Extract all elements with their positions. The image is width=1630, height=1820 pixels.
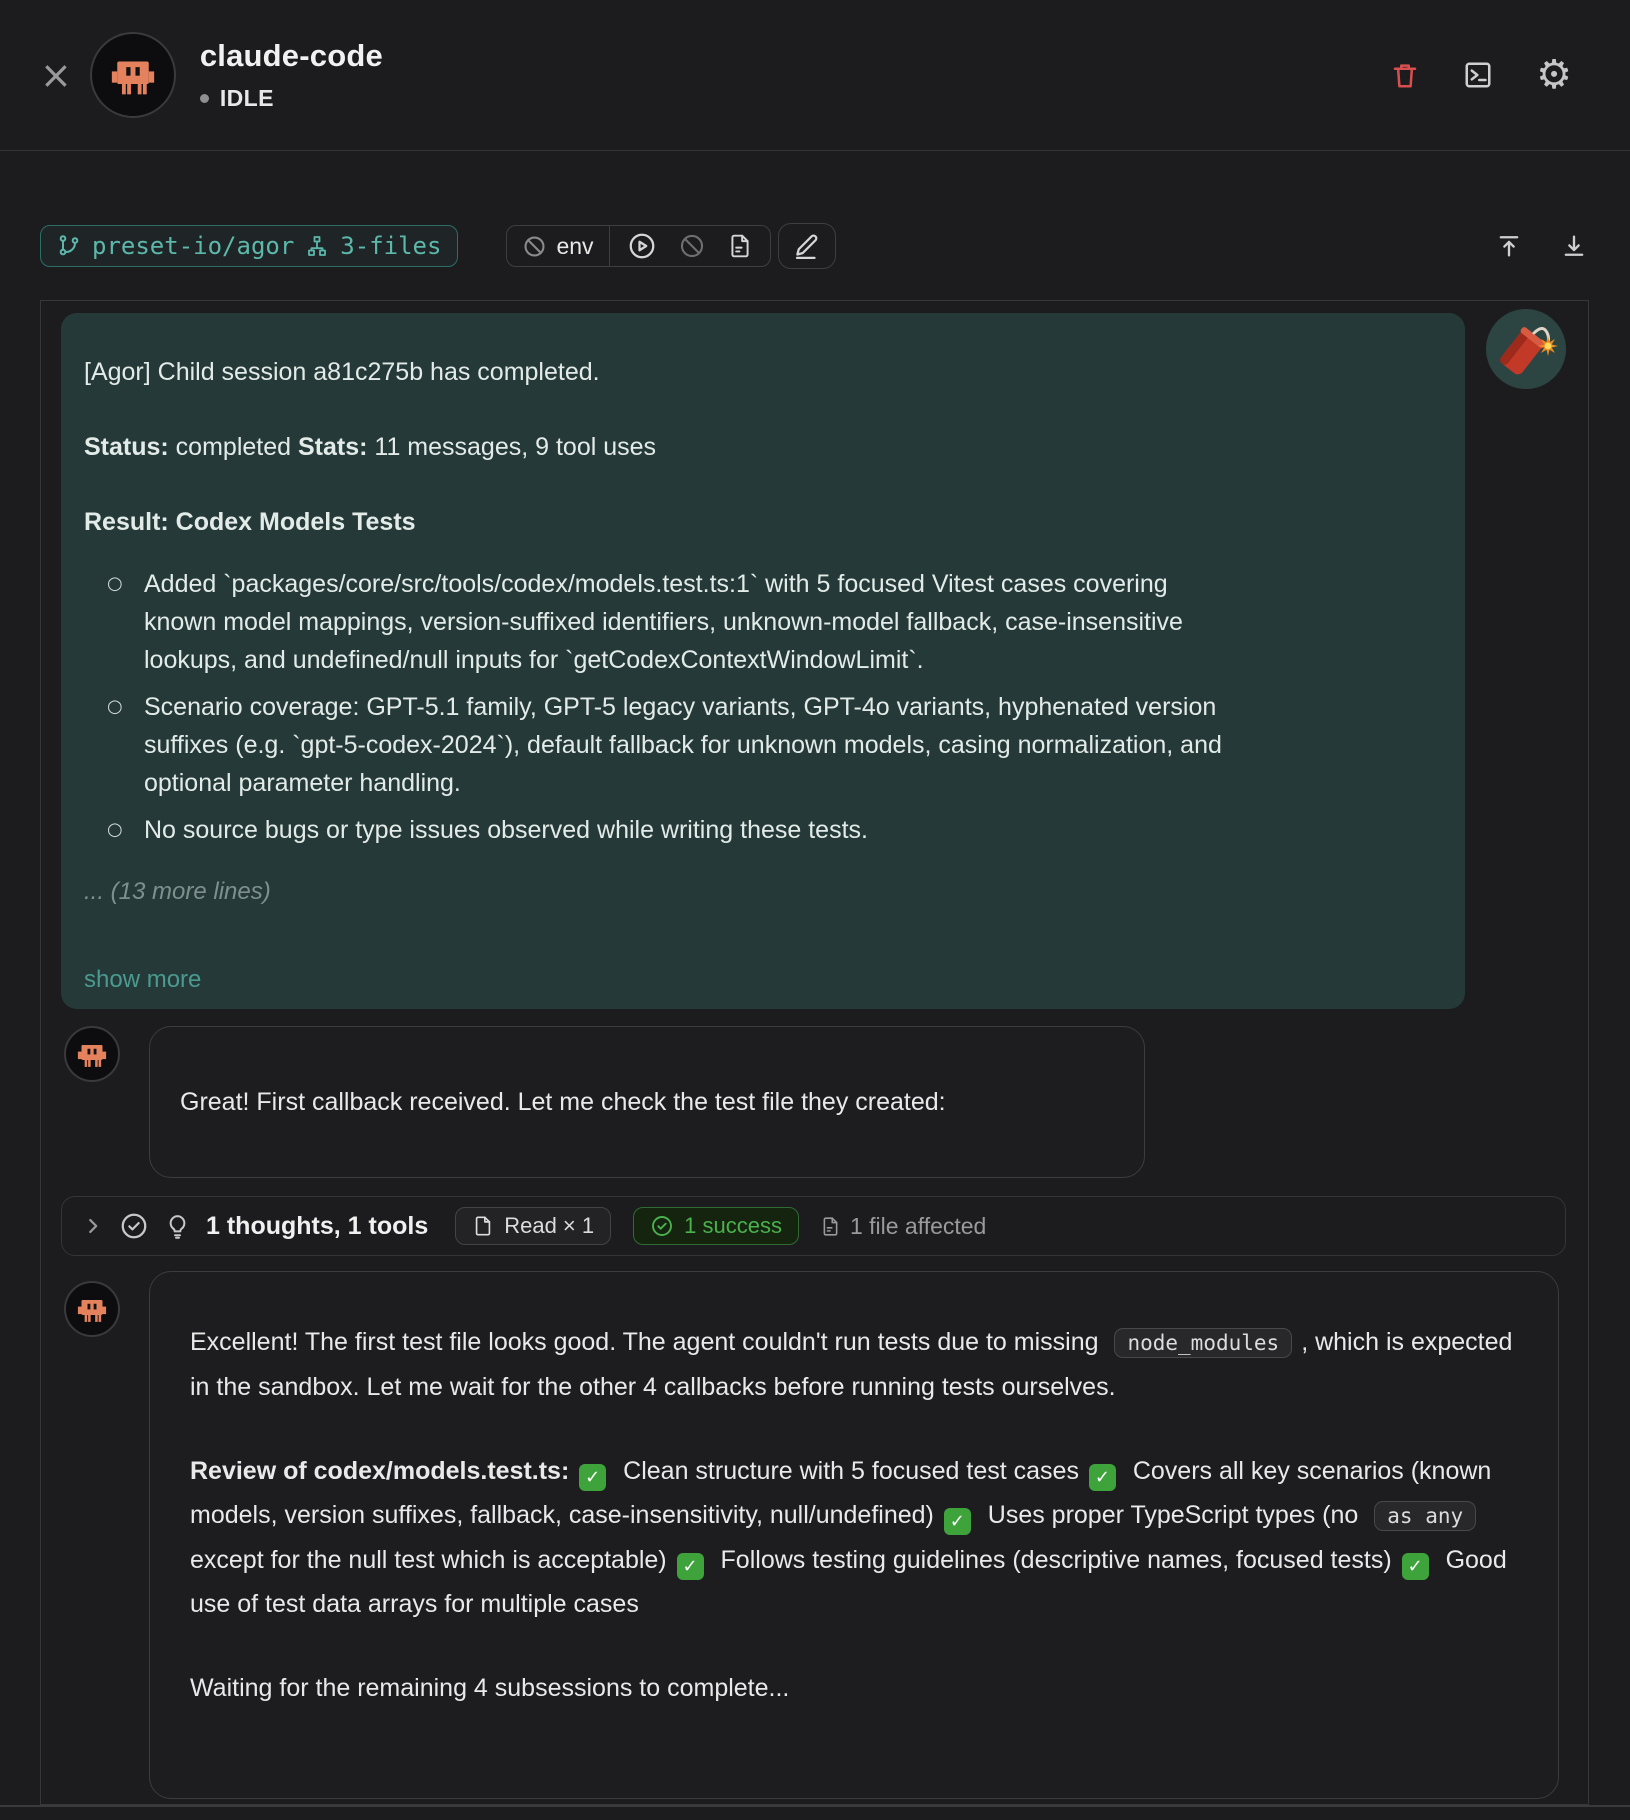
text-segment: completed: [168, 433, 298, 461]
message-paragraph: [190, 1449, 1518, 1626]
pixel-robot-icon: [106, 48, 160, 102]
bullet-item: ○ Added `packages/core/src/tools/codex/models.test.ts:1` with 5 focused Vitest cases covering known model mappings, version-suffixed identifiers, unknown-model fallback, case-insensitive lookups, and undefined/null inputs for `getCodexContextWindowLimit`.: [102, 565, 1225, 679]
worktree-icon: [305, 234, 329, 258]
dynamite-icon: [1486, 309, 1566, 389]
message-paragraph: [190, 1320, 1518, 1409]
subsession-avatar: [1486, 309, 1566, 389]
assistant-message: [149, 1026, 1145, 1178]
lightbulb-icon: [164, 1213, 191, 1240]
agor-callback-message: [61, 313, 1465, 1009]
assistant-avatar: [64, 1281, 120, 1337]
assistant-avatar: [64, 1026, 120, 1082]
settings-button[interactable]: [1536, 52, 1572, 98]
read-tool-badge: [455, 1207, 611, 1245]
messages-panel: [40, 300, 1589, 1805]
ban-icon: [522, 234, 547, 259]
agor-meta: [84, 428, 1225, 466]
status-badge: IDLE: [219, 85, 274, 111]
text-segment: except for the null test which is acceptable): [190, 1546, 674, 1574]
scroll-to-bottom-button[interactable]: [1560, 231, 1588, 261]
agor-bullet-list: [84, 565, 1225, 849]
inline-code-chip: as any: [1374, 1501, 1476, 1531]
bullet-item: ○ No source bugs or type issues observed while writing these tests.: [102, 811, 1225, 849]
message-paragraph: Waiting for the remaining 4 subsessions to complete...: [190, 1674, 790, 1702]
pixel-robot-icon: [74, 1036, 110, 1072]
bottom-divider: [0, 1805, 1630, 1807]
files-count: 3-files: [340, 232, 442, 260]
gear-icon: ⚙: [1536, 52, 1572, 98]
action-icons: [610, 226, 770, 266]
claude-code-avatar: [90, 32, 176, 118]
assistant-message: [149, 1271, 1559, 1799]
check-emoji: ✓: [944, 1508, 971, 1535]
delete-session-button[interactable]: [1390, 59, 1420, 91]
git-branch-icon: [57, 234, 81, 258]
files-affected: [820, 1213, 986, 1240]
title-block: [200, 38, 383, 112]
success-badge: [633, 1207, 799, 1245]
header: [0, 0, 1630, 151]
tools-summary-text: 1 thoughts, 1 tools: [206, 1211, 429, 1240]
text-segment: Follows testing guidelines (descriptive names, focused tests): [713, 1546, 1399, 1574]
pixel-robot-icon: [74, 1291, 110, 1327]
arrow-up-to-line-icon: [1495, 231, 1523, 261]
open-terminal-button[interactable]: [1463, 60, 1493, 90]
terminal-icon: [1463, 60, 1493, 90]
text-segment: Status:: [84, 433, 169, 461]
play-circle-icon: [627, 231, 657, 261]
toolbar: [40, 224, 1588, 268]
header-actions: [1390, 52, 1572, 98]
bullet-item: ○ Scenario coverage: GPT-5.1 family, GPT-5 legacy variants, GPT-4o variants, hyphenated version suffixes (e.g. `gpt-5-codex-2024`), default fallback for unknown models, casing normalization, and optional parameter handling.: [102, 688, 1225, 802]
trash-icon: [1390, 59, 1420, 91]
file-text-icon: [820, 1215, 841, 1238]
page-title: claude-code: [199, 38, 383, 73]
status-row: [200, 85, 383, 112]
text-segment: Excellent! The first test file looks good. The agent couldn't run tests due to missing: [190, 1328, 1106, 1356]
message-text: Great! First callback received. Let me check the test file they created:: [180, 1087, 946, 1116]
check-emoji: ✓: [579, 1464, 606, 1491]
text-segment: Stats:: [297, 433, 368, 461]
check-emoji: ✓: [677, 1553, 704, 1580]
inline-code-chip: node_modules: [1114, 1328, 1292, 1358]
chevron-right-icon[interactable]: [82, 1215, 104, 1237]
read-badge-label: Read × 1: [504, 1213, 595, 1238]
status-dot: [200, 94, 209, 103]
branch-name: preset-io/agor: [92, 232, 295, 260]
file-button[interactable]: [727, 232, 753, 260]
text-segment: Review of codex/models.test.ts:: [190, 1457, 577, 1485]
ban-icon: [678, 232, 706, 260]
file-text-icon: [727, 232, 753, 260]
files-affected-label: 1 file affected: [849, 1212, 987, 1239]
tools-summary-row[interactable]: [61, 1196, 1566, 1256]
run-button[interactable]: [627, 231, 657, 261]
text-segment: Uses proper TypeScript types (no: [980, 1501, 1366, 1529]
session-controls: [506, 225, 771, 267]
pencil-icon: [792, 231, 822, 261]
circle-check-icon: [119, 1211, 149, 1241]
show-more-link[interactable]: show more: [84, 966, 202, 993]
text-segment: Covers all key scenarios (known models, version suffixes, fallback, case-insensitivity, null/undefined): [190, 1457, 1492, 1529]
branch-chip[interactable]: [40, 225, 458, 267]
close-button[interactable]: ×: [40, 53, 72, 97]
success-badge-label: 1 success: [684, 1213, 782, 1238]
env-button[interactable]: [507, 226, 608, 266]
text-segment: Good use of test data arrays for multiple cases: [190, 1546, 1507, 1618]
check-emoji: ✓: [1402, 1553, 1429, 1580]
check-emoji: ✓: [1089, 1464, 1116, 1491]
arrow-down-to-line-icon: [1560, 231, 1588, 261]
circle-check-icon: [650, 1214, 674, 1238]
text-segment: Clean structure with 5 focused test cases: [616, 1457, 1086, 1485]
scroll-actions: [1495, 231, 1588, 261]
agor-line1: [Agor] Child session a81c275b has completed.: [84, 358, 600, 386]
edit-button[interactable]: [778, 223, 836, 269]
stop-button[interactable]: [678, 232, 706, 260]
file-icon: [472, 1214, 494, 1238]
text-segment: 11 messages, 9 tool uses: [367, 433, 657, 461]
agor-result-heading: Result: Codex Models Tests: [84, 508, 416, 536]
text-segment: , which is expected in the sandbox. Let me wait for the other 4 callbacks before running tests ourselves.: [190, 1328, 1513, 1401]
truncation-note: ... (13 more lines): [84, 878, 271, 905]
env-label: env: [556, 232, 594, 259]
scroll-to-top-button[interactable]: [1495, 231, 1523, 261]
